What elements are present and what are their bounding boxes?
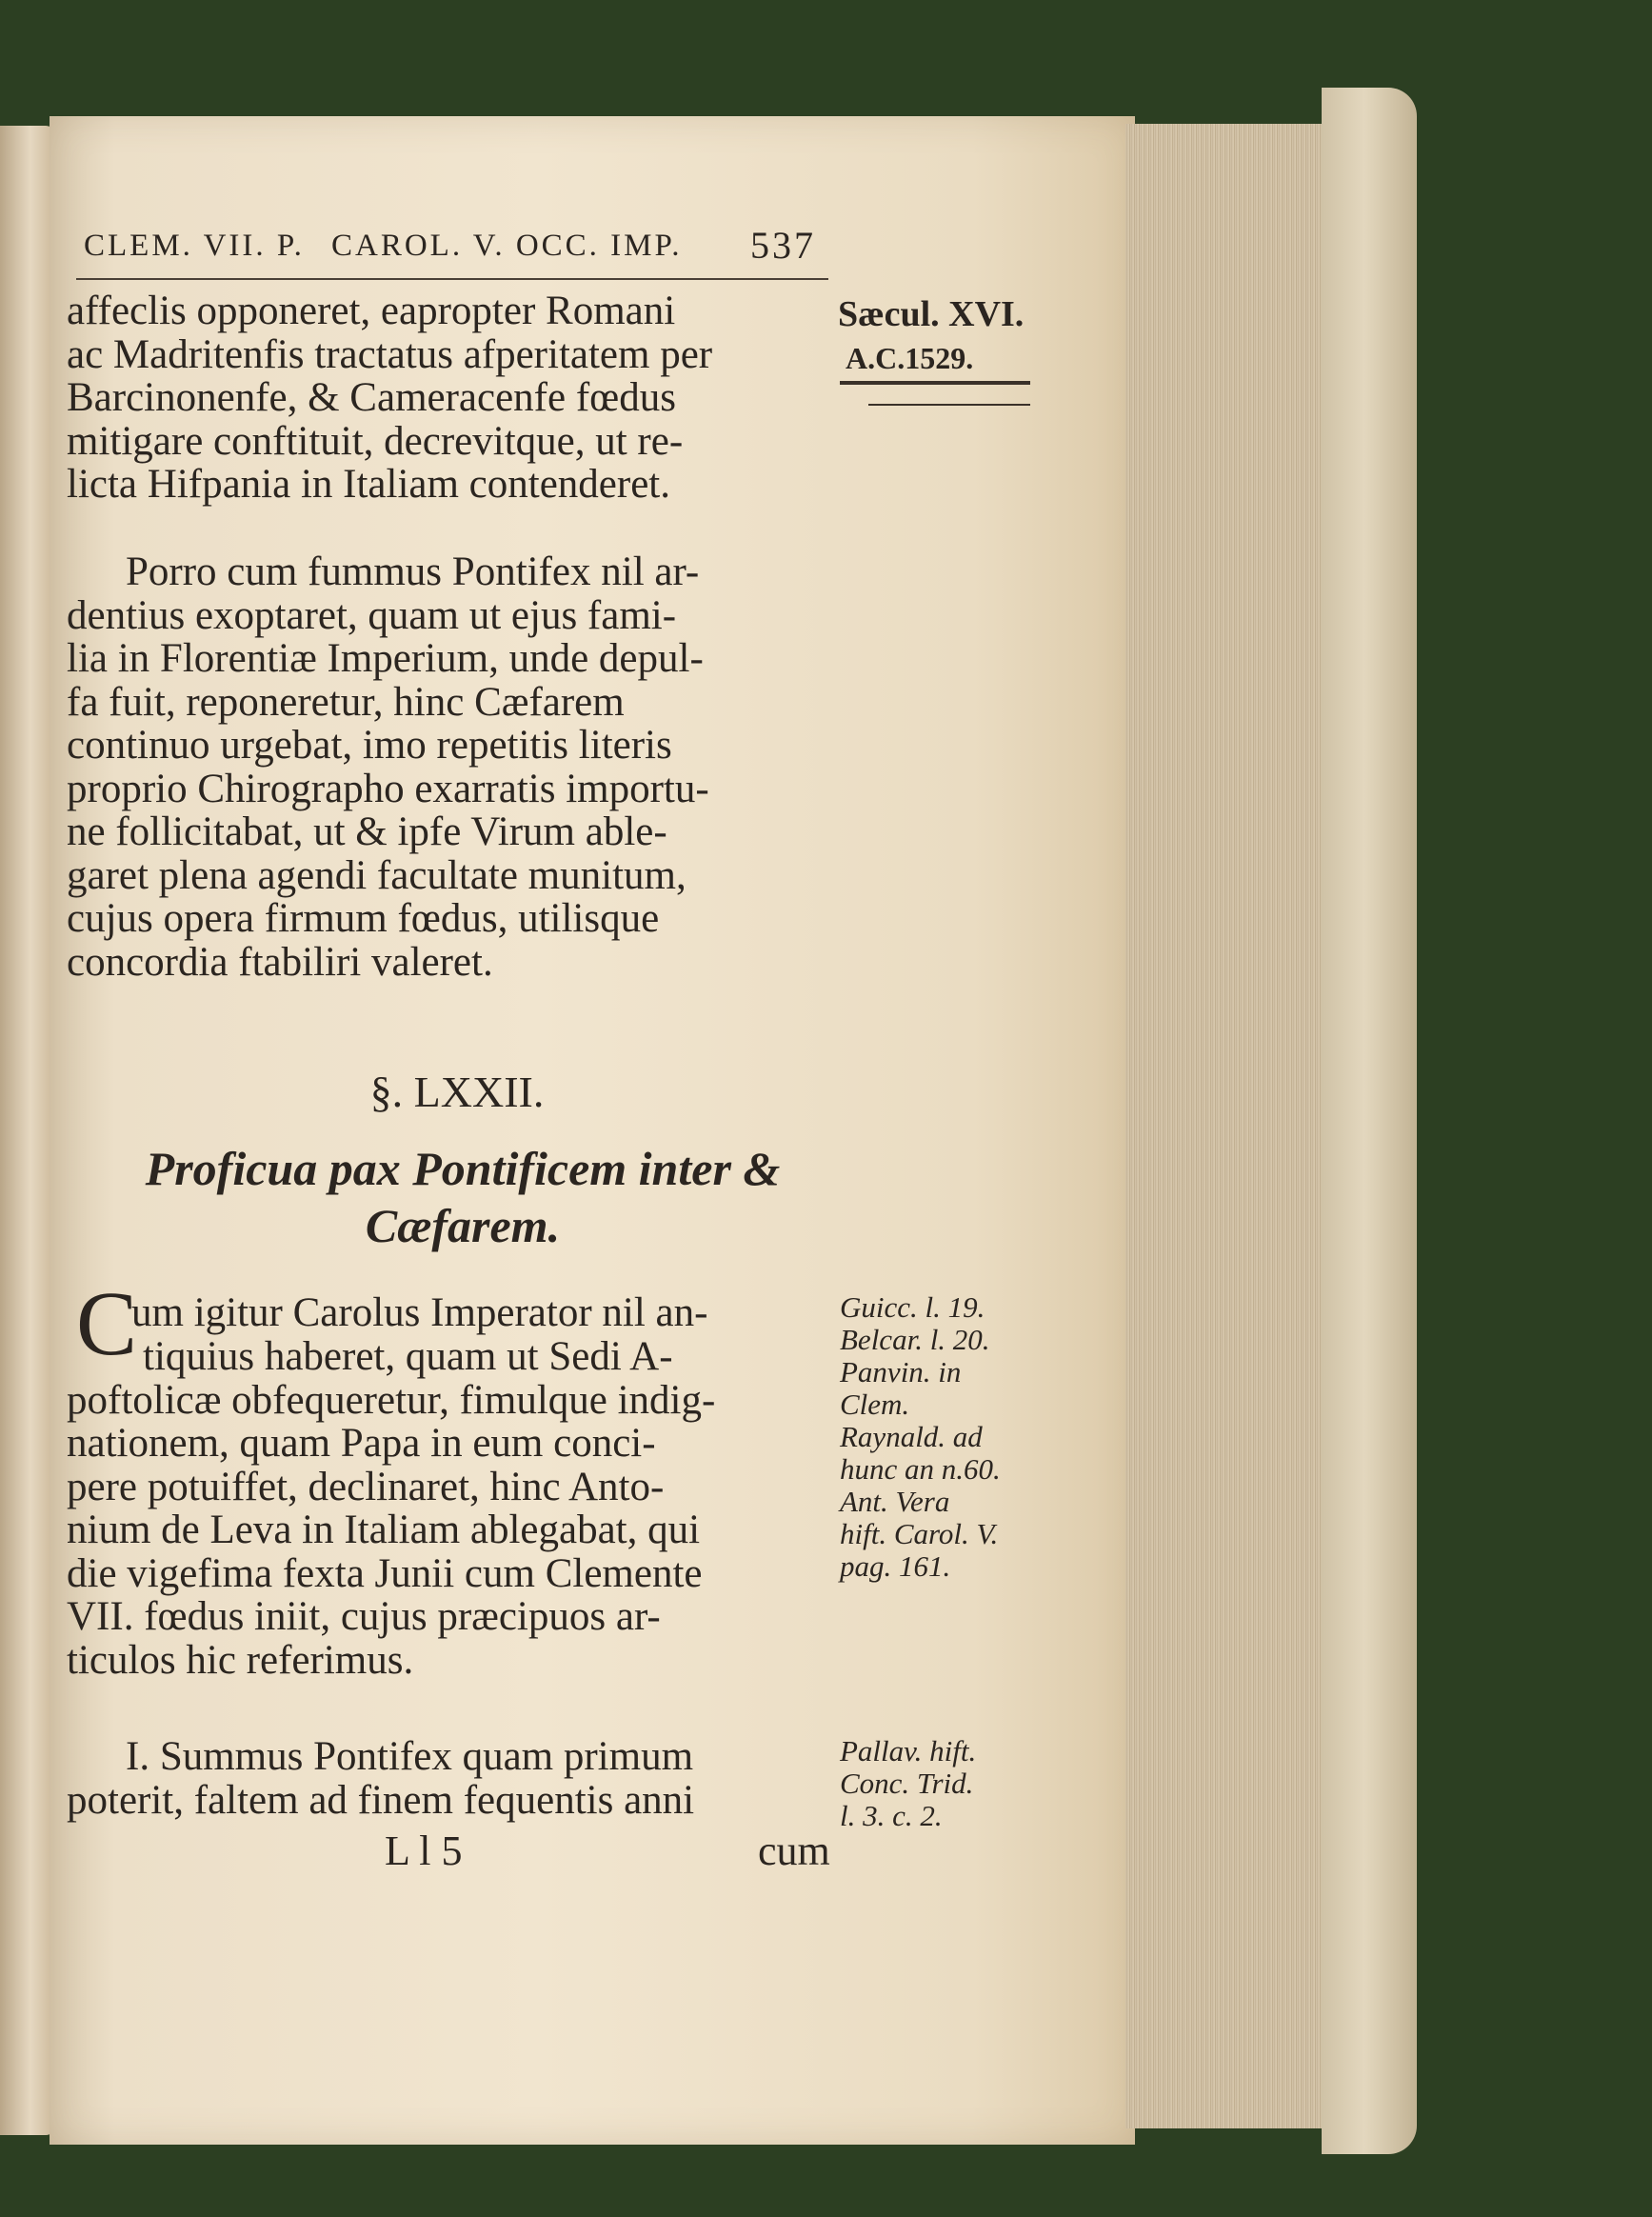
margin-note: pag. 161. (840, 1549, 951, 1583)
text-line: nationem, quam Papa in eum conci- (67, 1421, 656, 1466)
page-number: 537 (750, 224, 816, 267)
text-line: I. Summus Pontifex quam primum (126, 1734, 694, 1779)
text-line: affeclis opponeret, eapropter Romani (67, 289, 676, 333)
text-line: mitigare conftituit, decrevitque, ut re- (67, 418, 684, 464)
margin-note: Guicc. l. 19. (840, 1290, 985, 1324)
margin-saeculum: Sæcul. XVI. (838, 294, 1025, 334)
text-line: ac Madritenfis tractatus afperitatem per (67, 331, 713, 377)
text-line: ne follicitabat, ut & ipfe Virum able- (67, 809, 667, 854)
text-line: concordia ftabiliri valeret. (67, 939, 493, 985)
text-line: ticulos hic referimus. (67, 1637, 414, 1683)
margin-note: Clem. (840, 1388, 910, 1421)
previous-page-edge (0, 126, 55, 2135)
margin-rule (840, 381, 1030, 385)
margin-note: Conc. Trid. (840, 1767, 974, 1800)
text-line: cujus opera firmum fœdus, utilisque (67, 896, 660, 941)
paragraph-3-first-line (131, 1291, 838, 1335)
paragraph-3 (67, 1335, 838, 1682)
signature-mark: L l 5 (385, 1828, 463, 1874)
margin-year: A.C.1529. (846, 341, 974, 375)
margin-note: Panvin. in (840, 1355, 962, 1388)
text-line: dentius exoptaret, quam ut ejus fami- (67, 592, 677, 638)
page-edges (1125, 124, 1322, 2128)
text-line: pere potuiffet, declinaret, hinc Anto- (67, 1464, 665, 1509)
text-line: proprio Chirographo exarratis importu- (67, 766, 709, 811)
text-line: tiquius haberet, quam ut Sedi A- (143, 1334, 673, 1379)
section-title-line-1: Proficua pax Pontificem inter & (145, 1142, 781, 1195)
text-line: continuo urgebat, imo repetitis literis (67, 723, 672, 768)
catchword: cum (758, 1828, 830, 1874)
header-rule (76, 278, 828, 280)
text-line: nium de Leva in Italiam ablegabat, qui (67, 1508, 701, 1552)
section-number: §. LXXII. (369, 1068, 545, 1116)
text-line: Porro cum fummus Pontifex nil ar- (126, 549, 700, 594)
vellum-cover (1322, 88, 1417, 2154)
running-head-emperor: CAROL. V. OCC. IMP. (331, 229, 683, 263)
margin-note: Belcar. l. 20. (840, 1323, 990, 1356)
margin-note: Ant. Vera (840, 1485, 950, 1518)
margin-note: Pallav. hift. (840, 1734, 977, 1768)
section-title-line-2: Cæfarem. (365, 1199, 561, 1252)
text-line: garet plena agendi facultate munitum, (67, 852, 687, 898)
margin-notes-references (840, 1291, 1001, 1583)
text-line: poterit, faltem ad finem fequentis anni (67, 1777, 695, 1823)
text-line: licta Hifpania in Italiam contenderet. (67, 462, 670, 507)
text-line: lia in Florentiæ Imperium, unde depul- (67, 636, 704, 681)
text-line: Barcinonenfe, & Cameracenfe fœdus (67, 375, 676, 420)
margin-notes-pallavicino (840, 1735, 976, 1832)
drop-cap: C (76, 1272, 138, 1374)
paragraph-1 (67, 290, 838, 507)
margin-note: Raynald. ad (840, 1420, 983, 1453)
running-head-pope: CLEM. VII. P. (84, 229, 305, 263)
text-line: poftolicæ obfequeretur, fimulque indig- (67, 1377, 716, 1423)
margin-note: hunc an n.60. (840, 1452, 1001, 1486)
text-line: die vigefima fexta Junii cum Clemente (67, 1550, 703, 1596)
text-line: VII. fœdus iniit, cujus præcipuos ar- (67, 1594, 661, 1639)
margin-note: l. 3. c. 2. (840, 1799, 943, 1832)
paragraph-4 (67, 1735, 838, 1822)
margin-rule-thin (868, 404, 1030, 406)
paragraph-2 (67, 550, 838, 984)
text-line: um igitur Carolus Imperator nil an- (131, 1290, 708, 1335)
margin-note: hift. Carol. V. (840, 1517, 999, 1550)
text-line: fa fuit, reponeretur, hinc Cæfarem (67, 679, 625, 725)
